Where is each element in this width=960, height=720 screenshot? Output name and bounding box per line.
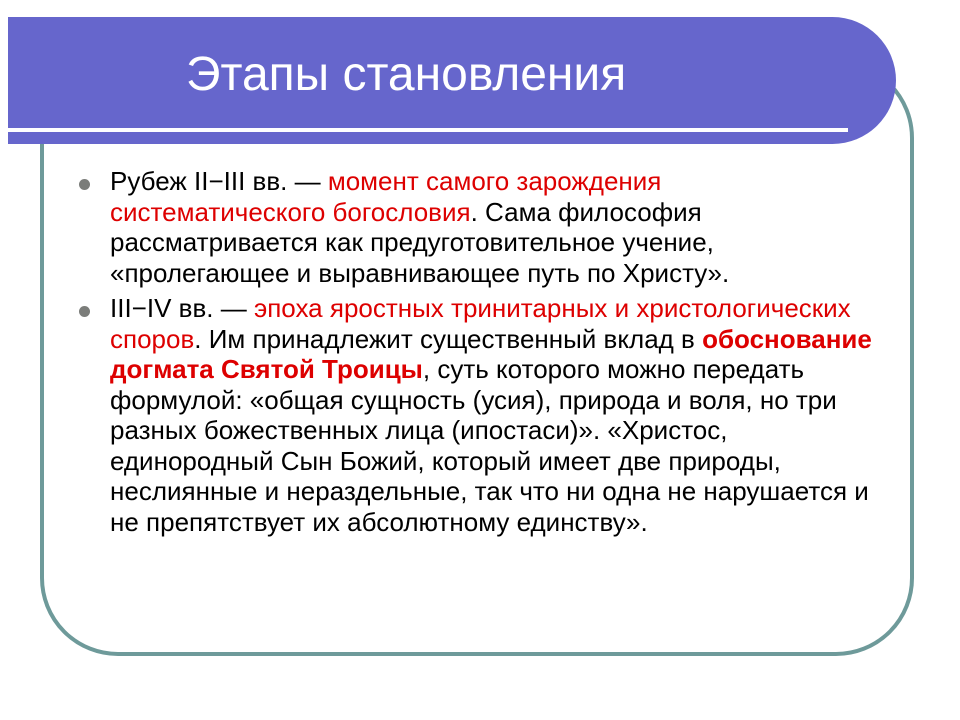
bullet-1-prefix: Рубеж II−III вв. — (110, 166, 328, 196)
bullet-1-body: . Сама философия рассматривается как предуготовительное учение, «пролегающее и выравнивающее путь по Христу». (110, 196, 730, 288)
bullet-item-1 (76, 166, 882, 288)
bullet-2-highlight: эпоха яростных тринитарных и христологических споров (110, 293, 851, 354)
bullet-2-prefix: III−IV вв. — (110, 293, 254, 323)
bullet-2-tail: , суть которого можно передать формулой: «общая сущность (усия), природа и воля, но три разных божественных лица (ипостаси)». «Христос, единородный Сын Божий, который имеет две природы, неслиянные и нераздельные, так что ни одна не нарушается и не препятствует их абсолютному единству». (110, 354, 869, 537)
bullet-2-body: . Им принадлежит существенный вклад в (194, 323, 703, 354)
bullet-dot-icon (79, 179, 90, 190)
bullet-1-highlight: момент самого зарождения систематического богословия (110, 166, 662, 227)
bullet-list (76, 166, 882, 542)
bullet-dot-icon (79, 306, 90, 317)
slide-title: Этапы становления (186, 48, 627, 101)
bullet-2-bold-highlight: обоснование догмата Святой Троицы (110, 323, 872, 384)
title-underline (8, 128, 848, 132)
bullet-item-2 (76, 293, 882, 537)
